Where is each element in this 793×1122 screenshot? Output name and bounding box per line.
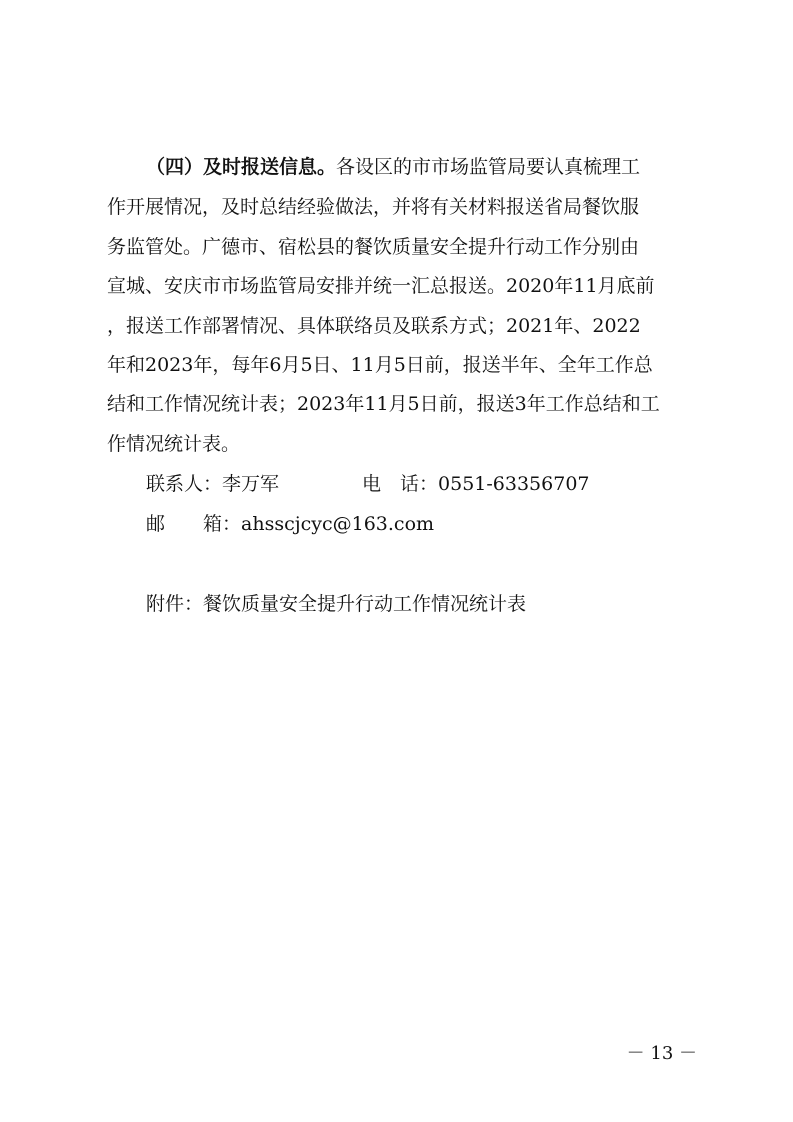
- contact-email-label: 邮 箱：: [146, 513, 242, 535]
- paragraph-line-3: 务监管处。广德市、宿松县的餐饮质量安全提升行动工作分别由: [107, 236, 640, 258]
- paragraph-text: 各设区的市市场监管局要认真梳理工: [336, 156, 641, 178]
- contact-person-name: 李万军: [222, 473, 280, 495]
- attachment-label: 附件：: [146, 593, 204, 615]
- contact-phone-value: 0551-63356707: [438, 473, 590, 495]
- contact-phone-row: [362, 472, 590, 496]
- paragraph-line-6: 年和2023年，每年6月5日、11月5日前，报送半年、全年工作总: [107, 354, 653, 376]
- paragraph-line-8: 作情况统计表。: [107, 433, 241, 455]
- contact-person-row: [146, 472, 279, 496]
- paragraph-line-7: 结和工作情况统计表；2023年11月5日前，报送3年工作总结和工: [107, 393, 660, 415]
- paragraph-line-4: 宣城、安庆市市场监管局安排并统一汇总报送。2020年11月底前: [107, 275, 655, 297]
- attachment-row: [146, 592, 526, 616]
- attachment-title: 餐饮质量安全提升行动工作情况统计表: [203, 593, 527, 615]
- paragraph-line-5: ，报送工作部署情况、具体联络员及联系方式；2021年、2022: [107, 315, 641, 337]
- paragraph-line-1: [146, 155, 640, 179]
- section-heading: （四）及时报送信息。: [146, 156, 337, 178]
- page-number: － 13 －: [626, 1043, 697, 1064]
- contact-email-row: [146, 512, 434, 536]
- contact-email-value: ahsscjcyc@163.com: [241, 513, 435, 535]
- contact-person-label: 联系人：: [146, 473, 223, 495]
- paragraph-line-2: 作开展情况，及时总结经验做法，并将有关材料报送省局餐饮服: [107, 196, 640, 218]
- contact-phone-label: 电 话：: [362, 473, 439, 495]
